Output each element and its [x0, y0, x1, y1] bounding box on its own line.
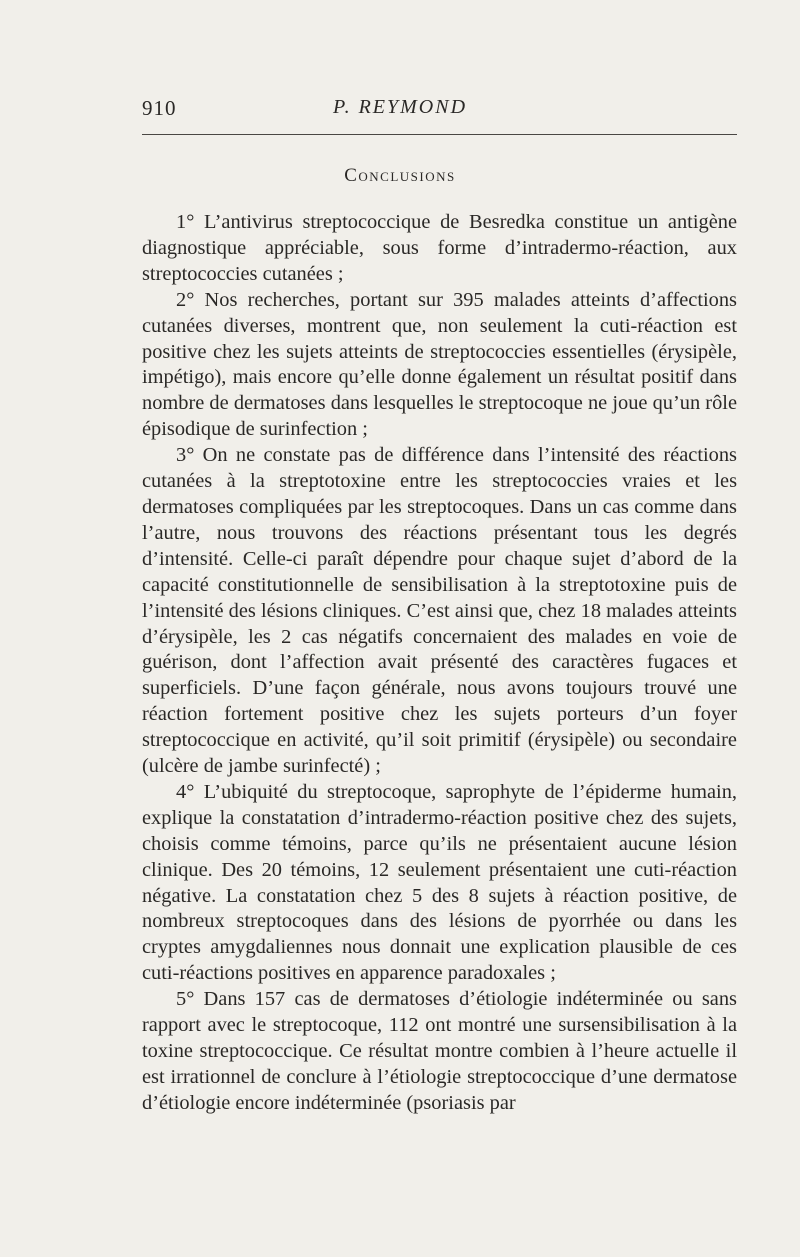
- conclusion-paragraph-5: 5° Dans 157 cas de dermatoses d’étiologie indéterminée ou sans rapport avec le streptocoque, 112 ont montré une sursensibilisation à la toxine streptococcique. Ce résultat montre combien à l’heure actuelle il est irrationnel de conclure à l’étiologie streptococcique d’une dermatose d’étiologie encore indéterminée (psoriasis par: [142, 988, 737, 1114]
- body-text: [142, 210, 737, 1117]
- conclusion-paragraph-4: 4° L’ubiquité du streptocoque, saprophyte de l’épiderme humain, explique la constatation d’intradermo-réaction positive chez des sujets, choisis comme témoins, parce qu’ils ne présentaient aucune lésion clinique. Des 20 témoins, 12 seulement présentaient une cuti-réaction négative. La constatation chez 5 des 8 sujets à réaction positive, de nombreux streptocoques dans des lésions de pyorrhée ou dans les cryptes amygdaliennes nous donnait une explication plausible de ces cuti-réactions positives en apparence paradoxales ;: [142, 780, 737, 985]
- conclusion-paragraph-2: 2° Nos recherches, portant sur 395 malades atteints d’affections cutanées diverses, montrent que, non seulement la cuti-réaction est positive chez les sujets atteints de streptococcies essentielles (érysipèle, impétigo), mais encore qu’elle donne également un résultat positif dans nombre de dermatoses dans lesquelles le streptocoque ne joue qu’un rôle épisodique de surinfection ;: [142, 288, 737, 441]
- header-rule: [142, 134, 737, 135]
- conclusion-paragraph-3: 3° On ne constate pas de différence dans l’intensité des réactions cutanées à la streptotoxine entre les streptococcies vraies et les dermatoses compliquées par les streptocoques. Dans un cas comme dans l’autre, nous trouvons des réactions présentant tous les degrés d’intensité. Celle-ci paraît dépendre pour chaque sujet d’abord de la capacité constitutionnelle de sensibilisation à la streptotoxine puis de l’intensité des lésions cliniques. C’est ainsi que, chez 18 malades atteints d’érysipèle, les 2 cas négatifs concernaient des malades en voie de guérison, dont l’affection avait présenté des caractères fugaces et superficiels. D’une façon générale, nous avons toujours trouvé une réaction fortement positive chez les sujets porteurs d’un foyer streptococcique en activité, qu’il soit primitif (érysipèle) ou secondaire (ulcère de jambe surinfecté) ;: [142, 444, 737, 778]
- conclusion-paragraph-1: 1° L’antivirus streptococcique de Besredka constitue un antigène diagnostique appréciable, sous forme d’intradermo-réaction, aux streptococcies cutanées ;: [142, 211, 737, 285]
- section-title: Conclusions: [344, 165, 456, 186]
- page-number: 910: [142, 96, 177, 120]
- running-head: P. REYMOND: [332, 96, 468, 118]
